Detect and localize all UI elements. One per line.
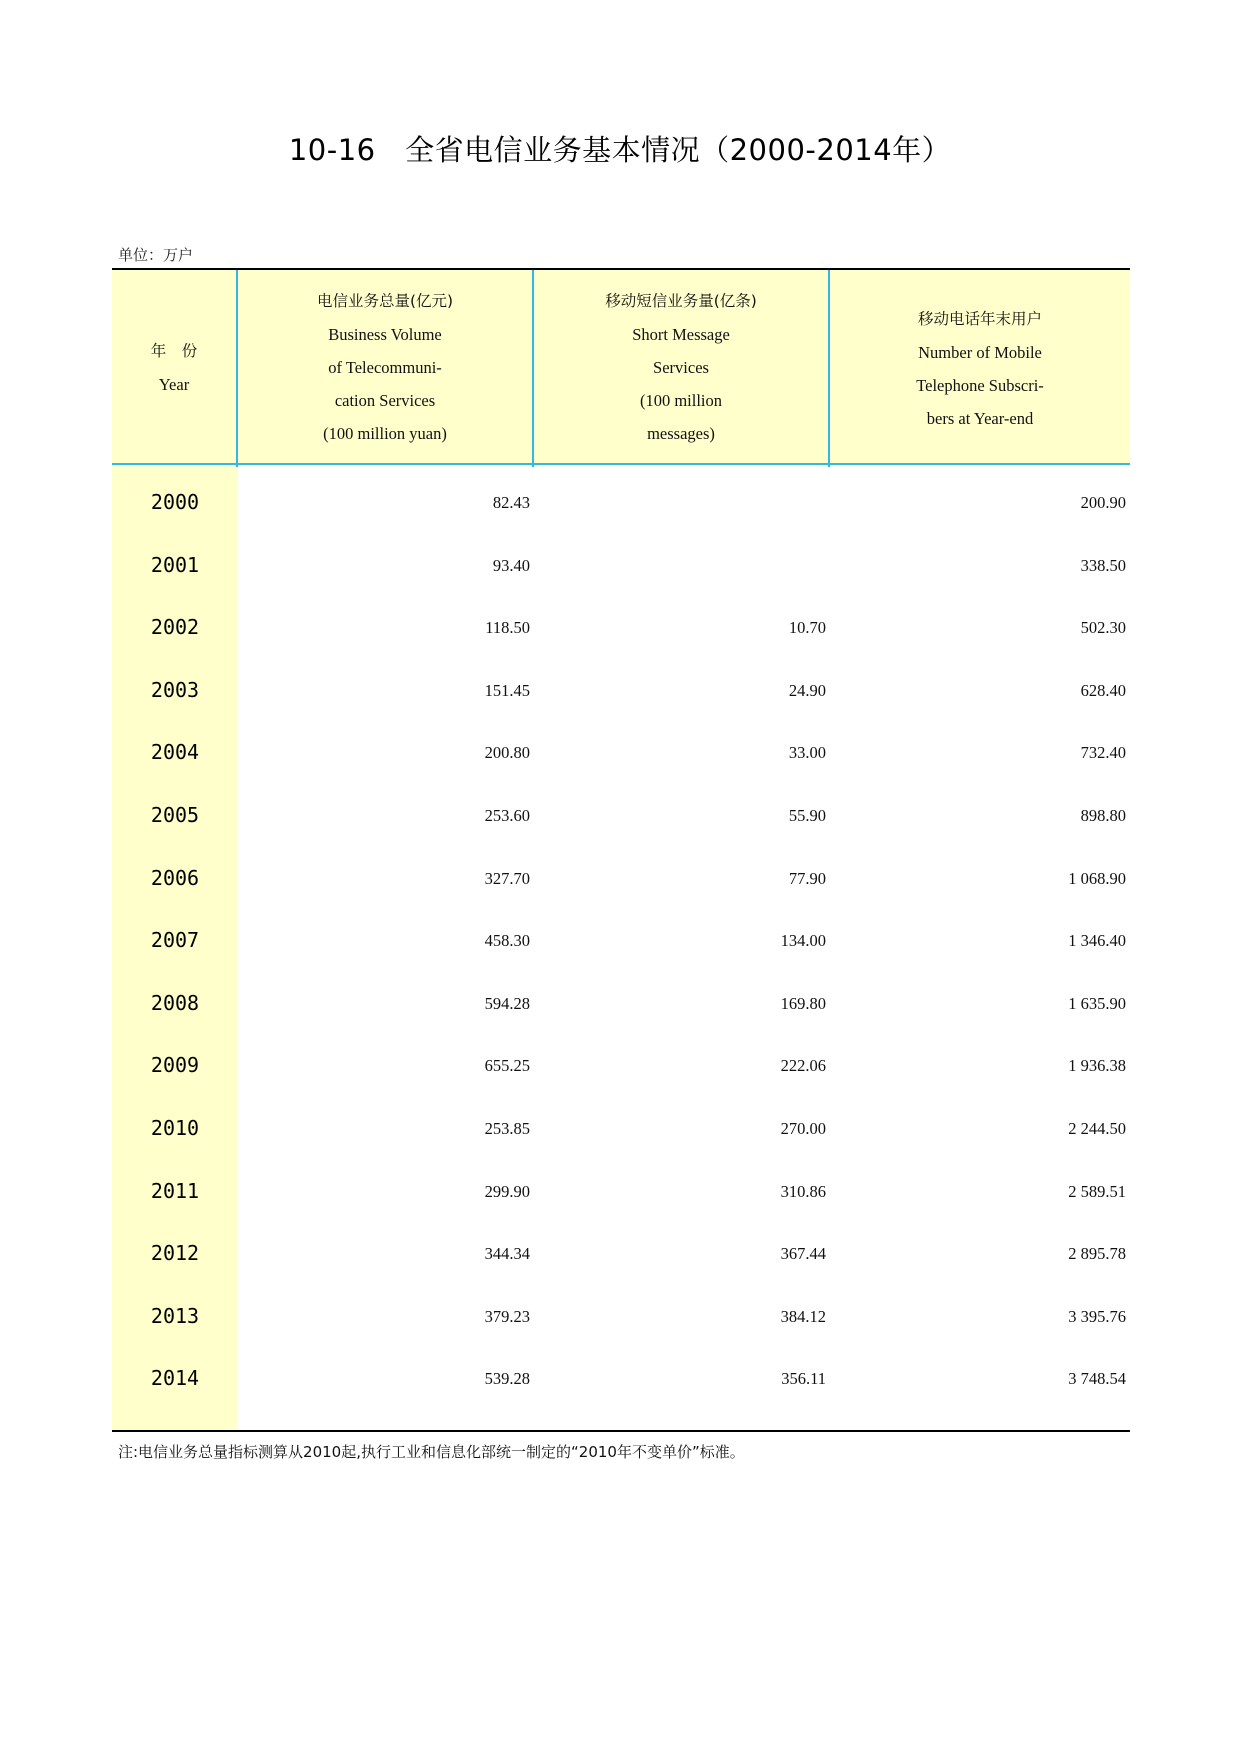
cell-business-volume: 151.45 [484,680,530,700]
cell-sms: 169.80 [780,993,826,1013]
cell-mobile: 3 748.54 [1068,1369,1126,1389]
cell-business-volume: 299.90 [484,1181,530,1201]
header-business-volume-en-3: cation Services [334,391,436,410]
table-row [112,1347,1130,1410]
cell-mobile: 1 346.40 [1068,931,1126,951]
cell-business-volume: 82.43 [492,493,530,512]
cell-mobile: 2 589.51 [1068,1181,1126,1201]
header-business-volume [238,270,532,465]
cell-sms: 310.86 [780,1181,826,1201]
cell-business-volume: 327.70 [484,868,530,888]
cell-sms: 222.06 [780,1056,826,1076]
cell-business-volume: 594.28 [484,993,530,1013]
cell-sms: 33.00 [788,743,826,763]
cell-year: 2009 [150,1053,200,1078]
cell-mobile: 3 395.76 [1068,1306,1126,1326]
table-row [112,1222,1130,1285]
cell-business-volume: 118.50 [485,618,530,638]
table-row [112,909,1130,972]
table-bottom-rule [112,1430,1130,1432]
header-business-volume-zh: 电信业务总量(亿元) [316,292,454,310]
cell-year: 2011 [150,1178,200,1203]
cell-year: 2002 [150,615,200,640]
cell-year: 2012 [150,1241,200,1266]
cell-business-volume: 344.34 [484,1244,530,1264]
cell-business-volume: 253.85 [484,1119,530,1138]
header-mobile-zh: 移动电话年末用户 [917,310,1042,328]
header-sms-zh: 移动短信业务量(亿条) [605,292,757,310]
cell-sms: 10.70 [788,618,826,638]
header-mobile-en-1: Number of Mobile [918,343,1042,362]
cell-year: 2000 [150,490,200,514]
cell-mobile: 1 635.90 [1068,993,1126,1013]
cell-year: 2003 [150,677,200,702]
header-business-volume-en-1: Business Volume [328,325,442,344]
cell-mobile: 338.50 [1080,555,1126,575]
header-year-en: Year [158,374,190,394]
header-sms-en-1: Short Message [632,325,730,344]
cell-mobile: 502.30 [1080,618,1126,638]
cell-business-volume: 539.28 [484,1369,530,1389]
cell-mobile: 898.80 [1080,806,1126,825]
header-sms-en-3: (100 million [639,391,723,410]
cell-sms: 367.44 [780,1244,826,1264]
cell-year: 2001 [150,552,200,577]
cell-year: 2006 [150,865,200,890]
cell-business-volume: 200.80 [484,743,530,763]
cell-business-volume: 93.40 [492,555,530,575]
header-business-volume-en-2: of Telecommuni- [328,358,442,377]
cell-business-volume: 655.25 [484,1056,530,1076]
cell-year: 2005 [150,803,200,827]
table-row [112,596,1130,659]
table-row [112,659,1130,722]
unit-label: 单位：万户 [118,246,194,264]
header-mobile-en-3: bers at Year-end [926,409,1034,428]
table-row [112,471,1130,534]
table-row [112,534,1130,597]
table-row [112,1097,1130,1160]
page-title: 10-16 全省电信业务基本情况（2000-2014年） [288,133,952,167]
table-row [112,1285,1130,1348]
cell-sms: 24.90 [788,680,826,700]
cell-mobile: 2 244.50 [1068,1119,1126,1138]
table-row [112,1160,1130,1223]
cell-mobile: 2 895.78 [1068,1244,1126,1264]
table-row [112,847,1130,910]
table-row [112,721,1130,784]
header-sms [534,270,828,465]
cell-year: 2013 [150,1303,200,1328]
cell-sms: 270.00 [780,1119,826,1138]
cell-mobile: 628.40 [1080,680,1126,700]
header-sms-en-2: Services [653,358,709,377]
cell-business-volume: 253.60 [484,806,530,825]
cell-year: 2014 [150,1366,200,1391]
cell-mobile: 1 068.90 [1068,868,1126,888]
table-row [112,1034,1130,1097]
cell-year: 2010 [150,1116,200,1140]
cell-mobile: 1 936.38 [1068,1056,1126,1076]
cell-sms: 356.11 [781,1369,826,1389]
cell-business-volume: 458.30 [484,931,530,951]
data-table [112,268,1130,1432]
header-business-volume-en-4: (100 million yuan) [323,424,447,443]
table-row [112,784,1130,847]
cell-business-volume: 379.23 [484,1306,530,1326]
header-year [112,270,236,465]
cell-sms: 384.12 [780,1306,826,1326]
footnote: 注:电信业务总量指标测算从2010起,执行工业和信息化部统一制定的“2010年不变单价”标准。 [118,1443,745,1461]
header-mobile-en-2: Telephone Subscri- [916,376,1044,395]
cell-sms: 134.00 [780,931,826,951]
header-sms-en-4: messages) [647,424,715,443]
table-header [112,268,1130,465]
cell-year: 2004 [150,740,200,765]
header-year-zh: 年 份 [150,341,198,360]
table-row [112,972,1130,1035]
header-mobile [830,270,1130,465]
cell-sms: 55.90 [788,806,826,825]
cell-mobile: 732.40 [1080,743,1126,763]
cell-year: 2008 [150,990,200,1015]
cell-mobile: 200.90 [1080,493,1126,512]
cell-year: 2007 [150,928,200,953]
cell-sms: 77.90 [788,868,826,888]
